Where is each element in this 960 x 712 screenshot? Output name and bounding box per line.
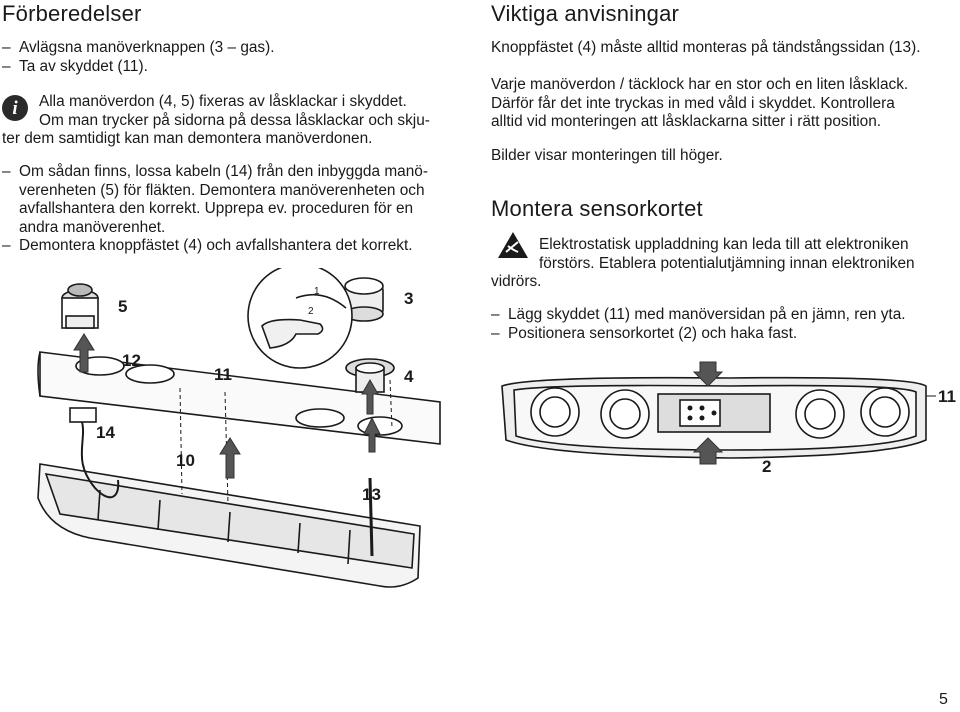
control-opening — [796, 390, 844, 438]
steps-list-2 — [491, 306, 906, 343]
note-paragraph-1: Knoppfästet (4) måste alltid monteras på tändstångssidan (13). — [491, 39, 921, 56]
label-12: 12 — [122, 351, 141, 370]
warning-line: förstörs. Etablera potentialutjämning innan elektroniken — [539, 254, 915, 272]
note-paragraph-2 — [491, 76, 908, 132]
note-paragraph-3: Bilder visar monteringen till höger. — [491, 147, 723, 164]
step-line: andra manöverenhet. — [19, 218, 166, 236]
control-opening — [531, 388, 579, 436]
step-line: – Om sådan finns, lossa kabeln (14) från den inbyggda manö- — [2, 163, 428, 182]
note-line: Därför får det inte tryckas in med våld i skyddet. Kontrollera — [491, 94, 895, 112]
cover-disassembly-figure — [0, 268, 470, 598]
detail-circle — [248, 268, 352, 368]
label-14: 14 — [96, 423, 115, 442]
warning-line: Elektrostatisk uppladdning kan leda till att elektroniken — [539, 236, 909, 253]
steps-list-1 — [2, 39, 275, 76]
detail-label-1: 1 — [314, 286, 320, 297]
step-cable — [2, 163, 428, 256]
label-5: 5 — [118, 297, 128, 316]
esd-warning — [491, 236, 915, 292]
cover-hole — [296, 409, 344, 427]
section-title-preparations: Förberedelser — [2, 1, 142, 26]
label-11: 11 — [214, 365, 232, 384]
info-icon: i — [2, 95, 28, 121]
cable-connector — [70, 408, 96, 422]
list-item: – Lägg skyddet (11) med manöversidan på en jämn, ren yta. — [491, 306, 906, 325]
info-line: Om man trycker på sidorna på dessa låsklackar och skju- — [39, 111, 430, 129]
note-line: Varje manöverdon / täcklock har en stor och en liten låsklack. — [491, 76, 909, 93]
control-unit-5 — [62, 284, 98, 328]
label-3: 3 — [404, 289, 414, 308]
control-opening — [861, 388, 909, 436]
section-title-sensor: Montera sensorkortet — [491, 196, 703, 221]
page-number: 5 — [939, 691, 948, 708]
label-2: 2 — [762, 457, 772, 476]
list-item: – Avlägsna manöverknappen (3 – gas). — [2, 39, 275, 58]
step-line: avfallshantera den korrekt. Upprepa ev. proceduren för en — [19, 200, 414, 218]
control-opening — [601, 390, 649, 438]
list-item: – Positionera sensorkortet (2) och haka fast. — [491, 325, 906, 344]
note-line: alltid vid monteringen att låsklackarna sitter i rätt position. — [491, 113, 882, 131]
step-line: – Demontera knoppfästet (4) och avfallshantera det korrekt. — [2, 237, 428, 256]
info-note — [2, 93, 430, 149]
section-title-important: Viktiga anvisningar — [491, 1, 680, 26]
sensor-board-figure — [490, 356, 960, 486]
label-13: 13 — [362, 485, 381, 504]
label-10: 10 — [176, 451, 195, 470]
detail-label-2: 2 — [308, 306, 314, 317]
step-line: verenheten (5) för fläkten. Demontera manöverenheten och — [19, 181, 425, 199]
list-item: – Ta av skyddet (11). — [2, 58, 275, 77]
warning-line: vidrörs. — [491, 273, 542, 291]
label-4: 4 — [404, 367, 414, 386]
label-11: 11 — [938, 387, 956, 406]
info-line: Alla manöverdon (4, 5) fixeras av låsklackar i skyddet. — [39, 93, 407, 110]
info-line: ter dem samtidigt kan man demontera manöverdonen. — [2, 130, 373, 148]
